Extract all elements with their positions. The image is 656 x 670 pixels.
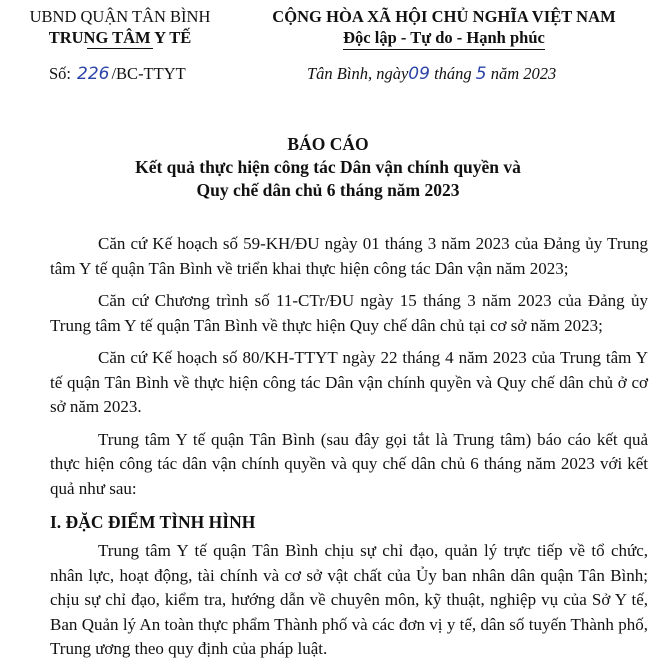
number-prefix: Số: <box>49 64 72 83</box>
legal-basis-paragraph-1: Căn cứ Kế hoạch số 59-KH/ĐU ngày 01 tháng 3 năm 2023 của Đảng ủy Trung tâm Y tế quận Tân Bình về triển khai thực hiện công tác Dân vận năm 2023; <box>50 234 648 278</box>
date-month-label: tháng <box>434 64 472 83</box>
document-number <box>49 64 186 84</box>
document-date <box>307 64 556 84</box>
agency-underline <box>87 48 153 49</box>
document-subject-line-1: Kết quả thực hiện công tác Dân vận chính quyền và <box>135 157 521 177</box>
number-suffix: /BC-TTYT <box>111 64 186 83</box>
health-center-name: TRUNG TÂM Y TẾ <box>48 28 192 47</box>
document-subject-line-2: Quy chế dân chủ 6 tháng năm 2023 <box>196 180 460 200</box>
intro-paragraph: Trung tâm Y tế quận Tân Bình (sau đây gọi tắt là Trung tâm) báo cáo kết quả thực hiện công tác dân vận chính quyền và quy chế dân chủ 6 tháng năm 2023 với kết quả như sau: <box>50 429 648 498</box>
issuing-agency-block <box>4 6 236 49</box>
national-title: CỘNG HÒA XÃ HỘI CHỦ NGHĨA VIỆT NAM <box>272 7 616 26</box>
handwritten-day: 09 <box>408 64 430 84</box>
district-committee-name: UBND QUẬN TÂN BÌNH <box>29 7 211 26</box>
legal-basis-paragraph-2: Căn cứ Chương trình số 11-CTr/ĐU ngày 15 tháng 3 năm 2023 của Đảng ủy Trung tâm Y tế quận Tân Bình về thực hiện Quy chế dân chủ tại cơ sở năm 2023; <box>50 291 648 335</box>
handwritten-month: 5 <box>475 64 487 84</box>
legal-basis-paragraph-3: Căn cứ Kế hoạch số 80/KH-TTYT ngày 22 tháng 4 năm 2023 của Trung tâm Y tế quận Tân Bình về thực hiện công tác Dân vận chính quyền và Quy chế dân chủ ở cơ sở năm 2023. <box>50 348 648 416</box>
document-type-title: BÁO CÁO <box>287 134 369 154</box>
national-heading-block <box>234 6 654 50</box>
national-motto: Độc lập - Tự do - Hạnh phúc <box>343 27 545 50</box>
date-place: Tân Bình, ngày <box>307 64 409 83</box>
handwritten-number: 226 <box>77 64 110 84</box>
document-body <box>50 232 648 670</box>
date-year: năm 2023 <box>490 64 557 83</box>
section-heading: I. ĐẶC ĐIỂM TÌNH HÌNH <box>50 512 256 532</box>
section-paragraph: Trung tâm Y tế quận Tân Bình chịu sự chỉ đạo, quản lý trực tiếp về tổ chức, nhân lực, hoạt động, tài chính và cơ sở vật chất của Ủy ban nhân dân quận Tân Bình; chịu sự chỉ đạo, kiểm tra, hướng dẫn về chuyên môn, kỹ thuật, nghiệp vụ của Sở Y tế, Ban Quản lý An toàn thực phẩm Thành phố và các đơn vị y tế, dân số tuyến Thành phố, Trung ương theo quy định của pháp luật. <box>50 541 648 658</box>
